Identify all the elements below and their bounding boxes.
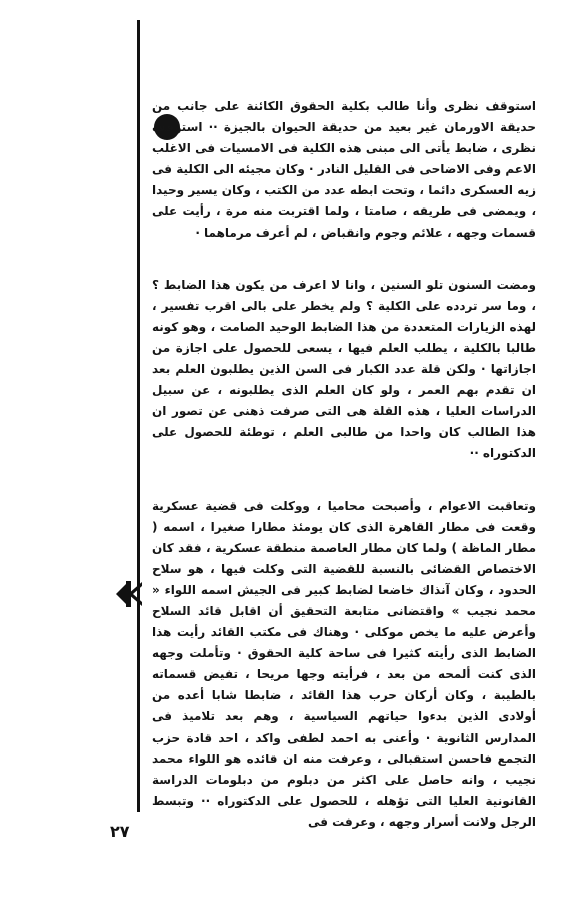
paragraph-1: استوقف نظرى وأنا طالب بكلية الحقوق الكائنة على جانب من حديقة الاورمان غير بعيد من حديقة الحيوان بالجيزة ·· استوقف نظرى ، ضابط يأتى الى مبنى هذه الكلية فى الامسيات فى الاغلب الاعم وفى الاضاحى فى القليل النادر · وكان مجيئه الى الكلية فى زيه العسكرى دائما ، وتحت ابطه عدد من الكتب ، وكان يسير وحيدا ، ويمضى فى طريقه ، صامتا ، ولما اقتربت منه مرة ، رأيت على قسمات وجهه ، علائم وجوم وانقباض ، لم أعرف مرماهما · (152, 99, 536, 240)
margin-rule (137, 20, 140, 812)
page-body (152, 96, 536, 833)
margin-arrow-icon (116, 580, 144, 608)
page-number: ٢٧ (110, 822, 130, 841)
paragraph-3: وتعاقبت الاعوام ، وأصبحت محاميا ، ووكلت فى قضية عسكرية وقعت فى مطار القاهرة الذى كان يومئذ مطارا صغيرا ، اسمه ( مطار الماظة ) ولما كان مطار العاصمة منطقة عسكرية ، فقد كان الاختصاص القضائى بالنسبة للقضية التى وكلت فيها ، هو سلاح الحدود ، وكان آنذاك خاضعا لضابط كبير فى الجيش اسمه اللواء « محمد نجيب » واقتضانى متابعة التحقيق أن اقابل قائد السلاح وأعرض عليه ما يخص موكلى · وهناك فى مكتب القائد رأيت هذا الضابط الذى رأيته كثيرا فى ساحة كلية الحقوق · وتأملت وجهه الذى كنت ألمحه من بعد ، فرأيته وجها مريحا ، تفيض قسماته بالطيبة ، وكان أركان حرب هذا القائد ، ضابطا شابا أعده من أولادى الذين بدءوا حياتهم السياسية ، وهم بعد تلاميذ فى المدارس الثانوية · وأعنى به احمد لطفى واكد ، احد قادة حزب التجمع فاحسن استقبالى ، وعرفت منه ان قائده هو اللواء محمد نجيب ، وانه حاصل على اكثر من دبلوم من دبلومات الدراسة القانونية العليا التى تؤهله ، للحصول على الدكتوراه ·· وتبسط الرجل ولانت أسرار وجهه ، وعرفت فى (152, 498, 536, 829)
paragraph-2: ومضت السنون تلو السنين ، وانا لا اعرف من يكون هذا الضابط ؟ ، وما سر تردده على الكلية ؟ ولم يخطر على بالى اقرب تفسير ، لهذه الزيارات المتعددة من هذا الضابط الوحيد الصامت ، وهو كونه طالبا بالكلية ، يطلب العلم فيها ، يسعى للحصول على اجازة من اجازاتها · ولكن قلة عدد الكبار فى السن الذين يطلبون العلم بعد ان تقدم بهم العمر ، ولو كان العلم الذى يطلبونه ، عن سبيل الدراسات العليا ، هذه القلة هى التى صرفت ذهنى عن تصور ان هذا الطالب كان واحدا من طالبى العلم ، توطئة للحصول على الدكتوراه ·· (152, 277, 536, 461)
